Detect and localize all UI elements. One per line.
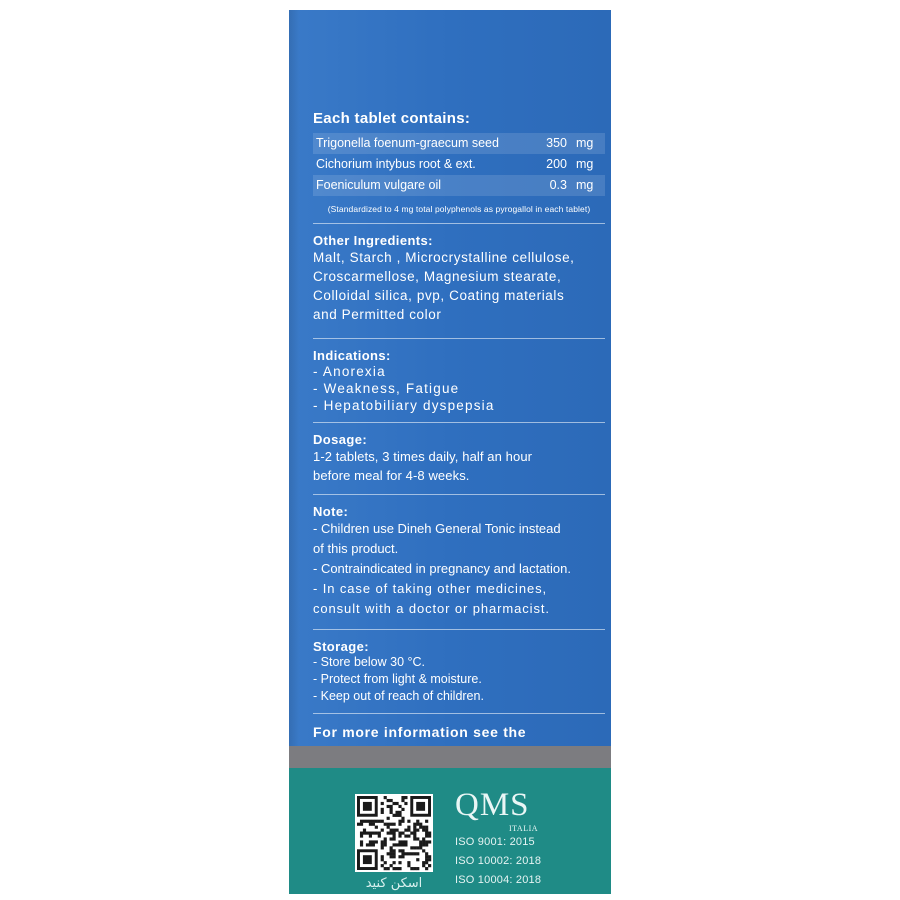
standardized-note: (Standardized to 4 mg total polyphenols as pyrogallol in each tablet) bbox=[327, 204, 591, 214]
package-side-panel bbox=[289, 10, 611, 894]
label-content bbox=[313, 110, 605, 761]
dosage-line: before meal for 4-8 weeks. bbox=[313, 468, 470, 483]
iso-line: ISO 10002: 2018 bbox=[455, 855, 542, 867]
divider bbox=[313, 713, 605, 714]
other-ingredients-heading: Other Ingredients: bbox=[313, 233, 433, 248]
iso-line: ISO 9001: 2015 bbox=[455, 836, 535, 848]
more-info-line: For more information see the bbox=[313, 724, 527, 740]
ingredient-unit: mg bbox=[576, 157, 594, 171]
dosage-line: 1-2 tablets, 3 times daily, half an hour bbox=[313, 449, 533, 464]
storage-heading: Storage: bbox=[313, 639, 369, 654]
ingredient-name: Cichorium intybus root & ext. bbox=[316, 157, 476, 171]
note-heading: Note: bbox=[313, 504, 349, 519]
indication-item: - Weakness, Fatigue bbox=[313, 381, 460, 396]
indications-heading: Indications: bbox=[313, 348, 391, 363]
gray-band bbox=[289, 746, 611, 768]
divider bbox=[313, 629, 605, 630]
indication-item: - Anorexia bbox=[313, 364, 386, 379]
note-line: - Contraindicated in pregnancy and lactation. bbox=[313, 561, 571, 576]
ingredient-amount: 350 bbox=[522, 133, 570, 154]
dosage-heading: Dosage: bbox=[313, 432, 368, 447]
certification-band bbox=[289, 768, 611, 894]
table-row bbox=[313, 154, 605, 175]
indication-item: - Hepatobiliary dyspepsia bbox=[313, 398, 495, 413]
other-ingredients-line: and Permitted color bbox=[313, 307, 442, 322]
other-ingredients-line: Colloidal silica, pvp, Coating materials bbox=[313, 288, 565, 303]
other-ingredients-line: Malt, Starch , Microcrystalline cellulose, bbox=[313, 250, 575, 265]
divider bbox=[313, 223, 605, 224]
divider bbox=[313, 338, 605, 339]
table-row bbox=[313, 175, 605, 196]
qr-code-icon[interactable] bbox=[355, 794, 433, 872]
storage-item: - Store below 30 °C. bbox=[313, 655, 425, 669]
iso-line: ISO 10004: 2018 bbox=[455, 874, 542, 886]
other-ingredients-line: Croscarmellose, Magnesium stearate, bbox=[313, 269, 562, 284]
composition-heading: Each tablet contains: bbox=[313, 110, 471, 127]
table-row bbox=[313, 133, 605, 154]
ingredient-amount: 0.3 bbox=[522, 175, 570, 196]
ingredient-name: Trigonella foenum-graecum seed bbox=[313, 133, 522, 154]
ingredient-amount: 200 bbox=[546, 157, 567, 171]
ingredient-name: Foeniculum vulgare oil bbox=[313, 175, 522, 196]
storage-item: - Keep out of reach of children. bbox=[313, 689, 484, 703]
storage-item: - Protect from light & moisture. bbox=[313, 672, 482, 686]
note-line: - Children use Dineh General Tonic instead bbox=[313, 521, 561, 536]
qms-logo: QMS bbox=[455, 787, 530, 823]
divider bbox=[313, 494, 605, 495]
note-line: - In case of taking other medicines, bbox=[313, 581, 548, 596]
ingredient-unit: mg bbox=[570, 133, 605, 154]
note-line: of this product. bbox=[313, 541, 399, 556]
ingredient-unit: mg bbox=[570, 175, 605, 196]
qms-logo-sub: ITALIA bbox=[509, 824, 539, 833]
divider bbox=[313, 422, 605, 423]
scan-label: اسکن کنید bbox=[365, 876, 423, 891]
note-line: consult with a doctor or pharmacist. bbox=[313, 601, 550, 616]
composition-table bbox=[313, 133, 605, 196]
